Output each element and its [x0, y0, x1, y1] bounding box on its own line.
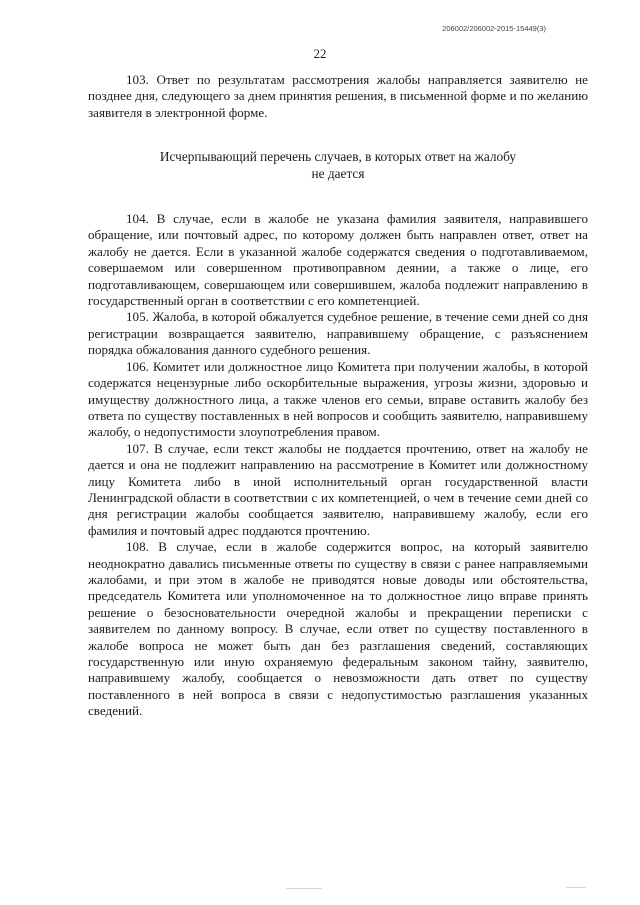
paragraph-107: 107. В случае, если текст жалобы не поддается прочтению, ответ на жалобу не дается и она не подлежит направлению на рассмотрение в Комитет или должностному лицу Комитета либо в иной исполнительный орган государственной власти Ленинградской области в соответствии с их компетенцией, о чем в течение семи дней со дня регистрации жалобы сообщается заявителю, направившему жалобу, если его фамилия и почтовый адрес поддаются прочтению. — [88, 440, 588, 538]
paragraph-106: 106. Комитет или должностное лицо Комитета при получении жалобы, в которой содержатся нецензурные либо оскорбительные выражения, угрозы жизни, здоровью и имуществу должностного лица, а также членов его семьи, вправе оставить жалобу без ответа по существу поставленных в ней вопросов и сообщить заявителю, направившему жалобу, о недопустимости злоупотребления правом. — [88, 358, 588, 440]
scan-artifact — [566, 887, 586, 888]
section-title-line: Исчерпывающий перечень случаев, в которых ответ на жалобу — [159, 149, 517, 165]
section-title-line: не дается — [311, 165, 365, 181]
page-number: 22 — [313, 46, 327, 61]
paragraph-108: 108. В случае, если в жалобе содержится вопрос, на который заявителю неоднократно давались письменные ответы по существу в связи с ранее направляемыми жалобами, и при этом в жалобе не приводятся новые доводы или обстоятельства, председатель Комитета или уполномоченное на то должностное лицо вправе принять решение о безосновательности очередной жалобы и прекращении переписки с заявителем по данному вопросу. В случае, если ответ по существу поставленного в жалобе вопроса не может быть дан без разглашения сведений, составляющих государственную или иную охраняемую федеральным законом тайну, заявителю, направившему жалобу, сообщается о невозможности дать ответ по существу поставленного в ней вопроса в связи с недопустимостью разглашения указанных сведений. — [88, 539, 588, 719]
section-title — [88, 149, 588, 182]
paragraph-104: 104. В случае, если в жалобе не указана фамилия заявителя, направившего обращение, или почтовый адрес, по которому должен быть направлен ответ, ответ на жалобу не дается. Если в указанной жалобе содержатся сведения о подготавливаемом, совершаемом или совершенном противоправном деянии, а также о лице, его подготавливающем, совершающем или совершившем, жалоба подлежит направлению в государственный орган в соответствии с его компетенцией. — [88, 211, 588, 309]
paragraph-105: 105. Жалоба, в которой обжалуется судебное решение, в течение семи дней со дня регистрации возвращается заявителю, направившему обращение, с разъяснением порядка обжалования данного судебного решения. — [88, 309, 588, 358]
document-body — [88, 72, 588, 720]
document-id: 206002/206002-2015-15449(3) — [442, 24, 546, 33]
paragraph-103: 103. Ответ по результатам рассмотрения жалобы направляется заявителю не позднее дня, следующего за днем принятия решения, в письменной форме и по желанию заявителя в электронной форме. — [88, 72, 588, 120]
scan-artifact — [286, 888, 322, 889]
